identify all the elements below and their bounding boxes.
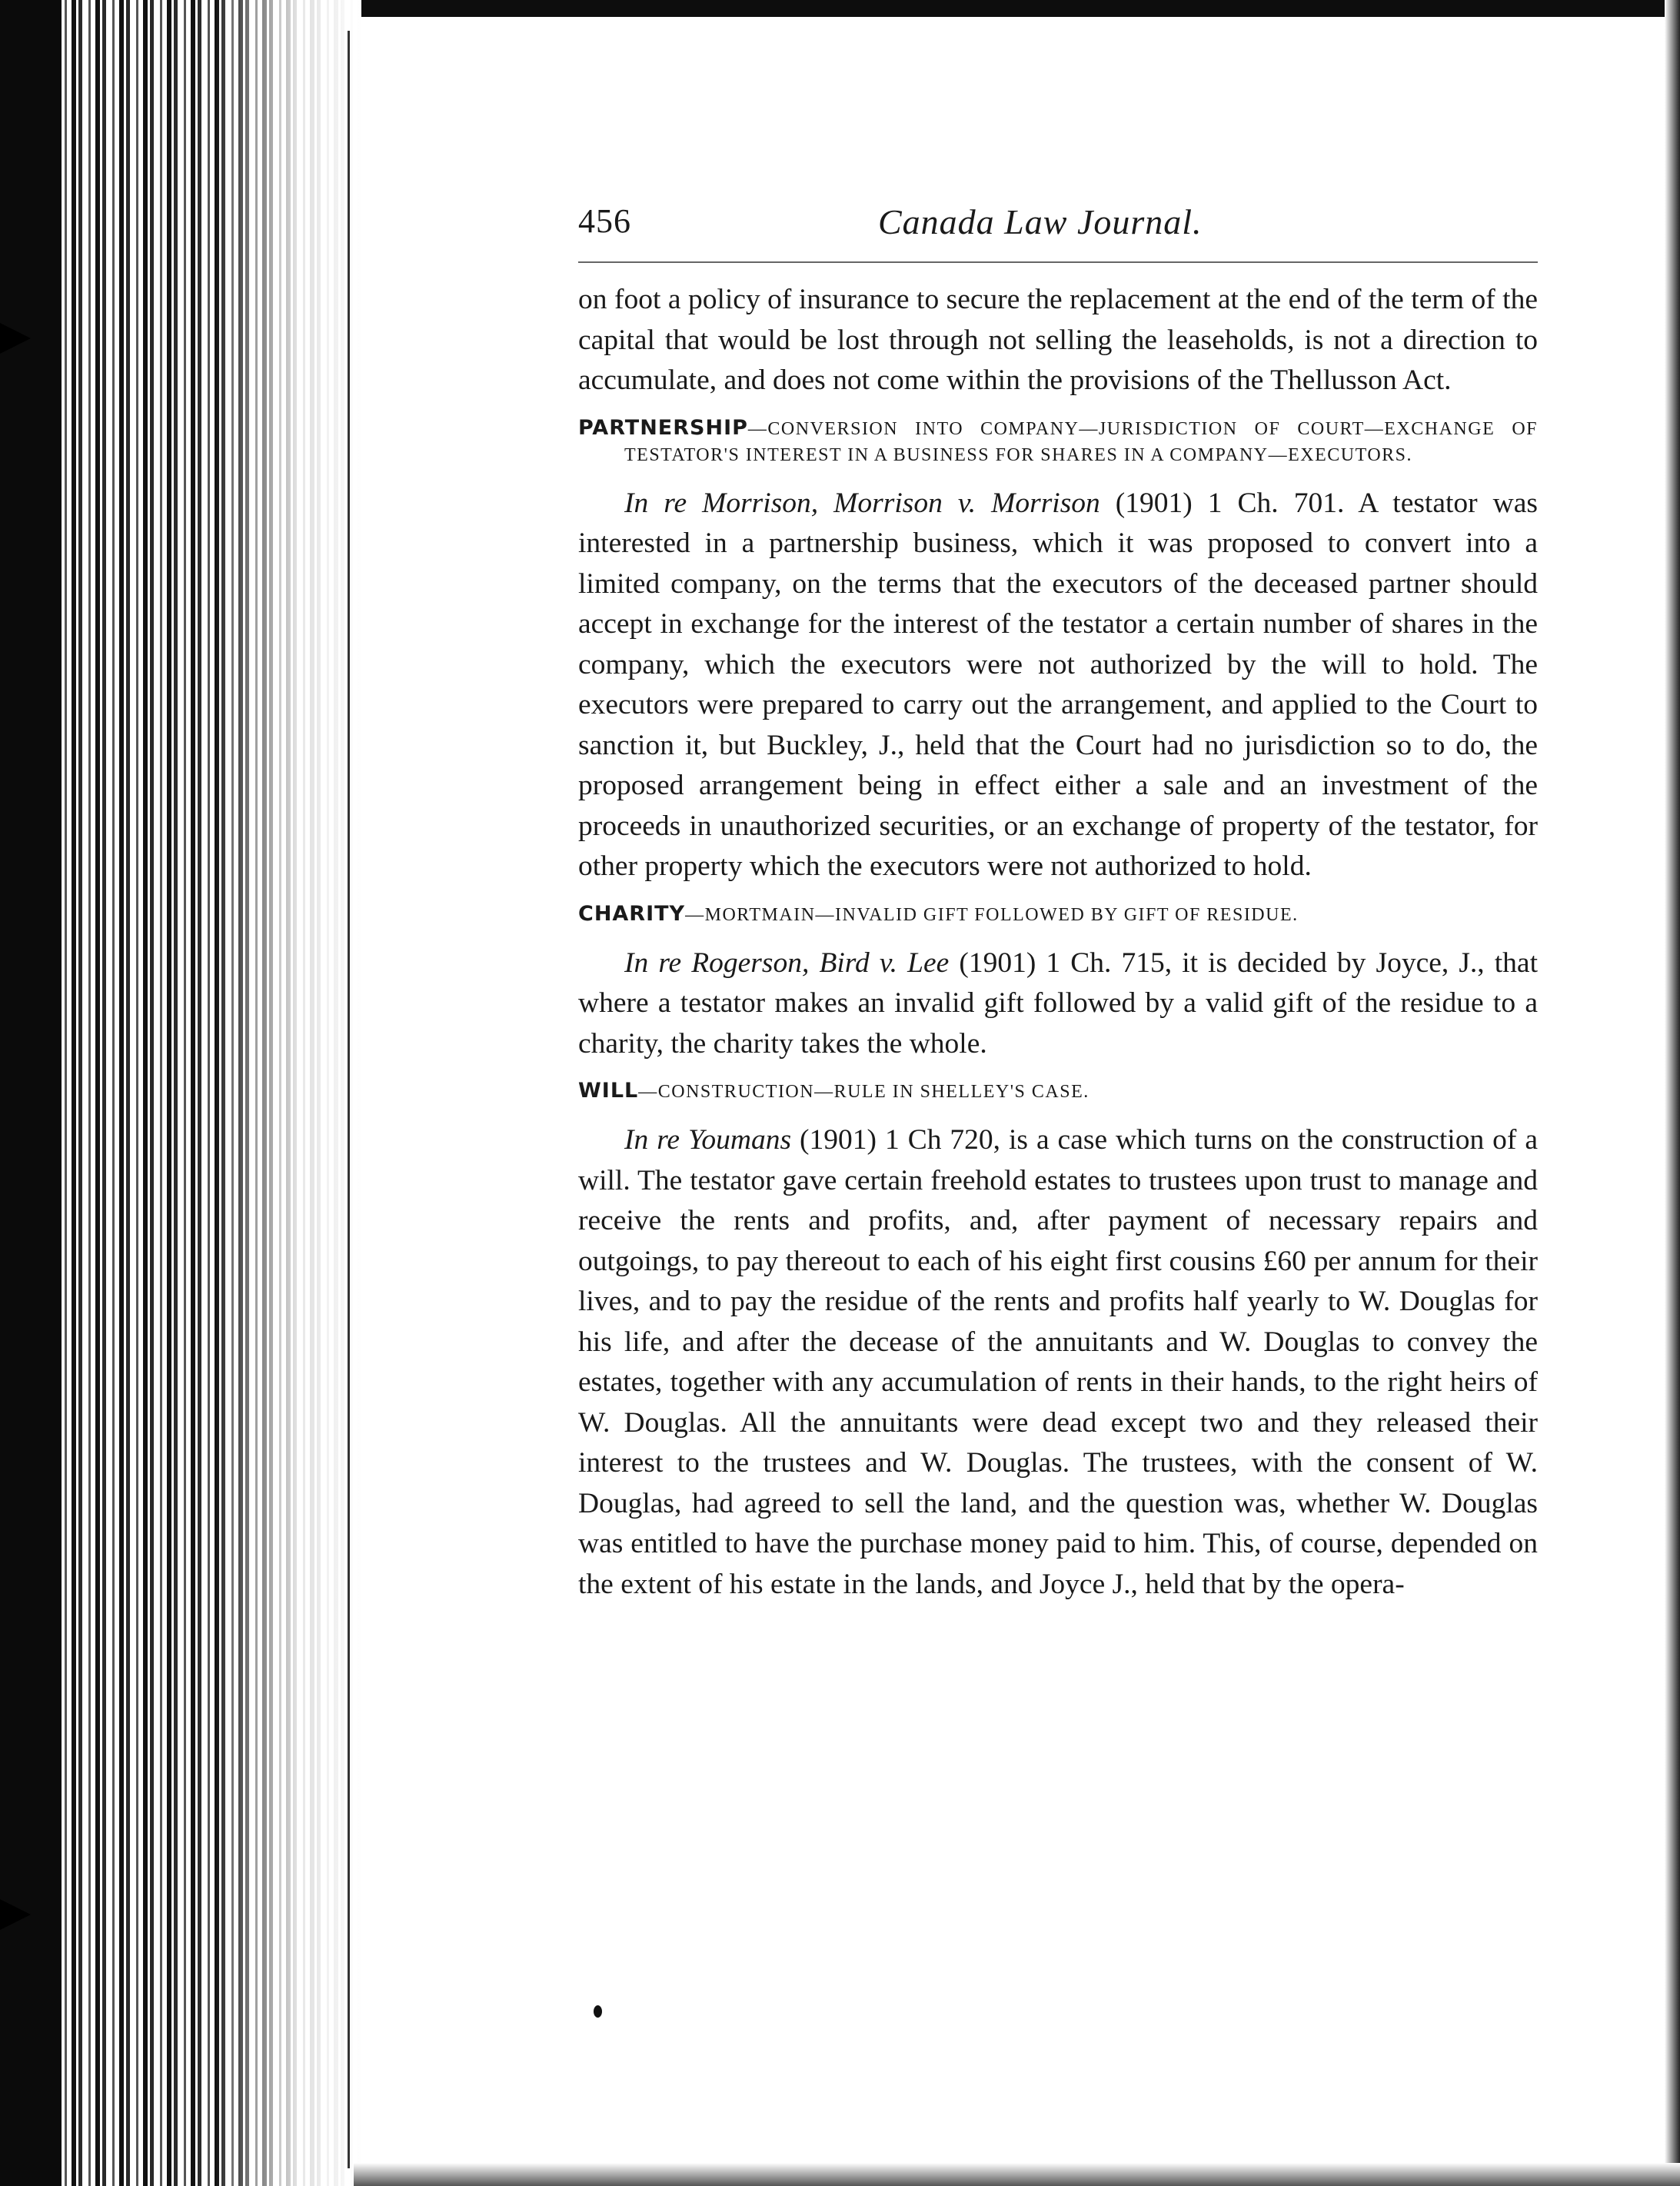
page-header xyxy=(578,201,1538,255)
section-heading-charity xyxy=(578,901,1538,928)
paragraph-charity xyxy=(578,943,1538,1065)
section-heading-will xyxy=(578,1078,1538,1105)
case-name: In re Morrison, Morrison v. Morrison xyxy=(624,487,1100,519)
header-rule xyxy=(578,261,1538,263)
running-title: Canada Law Journal. xyxy=(878,202,1203,241)
binding-fade xyxy=(215,0,361,2186)
page-number: 456 xyxy=(578,202,631,240)
paragraph-text: (1901) 1 Ch 720, is a case which turns on the construction of a will. The testator gave certain freehold estates to trustees upon trust to manage and receive the rents and profits, and, after payment of necessary repairs and outgoings, to pay thereout to each of his eight first cousins £60 per annum for their lives, and to pay the residue of the rents and profits half yearly to W. Douglas for his life, and after the decease of the annuitants and W. Douglas to convey the estates, together with any accumulation of rents in their hands, to the right heirs of W. Douglas. All the annuitants were dead except two and they released their interest to the trustees and W. Douglas. The trustees, with the consent of W. Douglas, had agreed to sell the land, and the question was, whether W. Douglas was entitled to have the purchase money paid to him. This, of course, depended on the extent of his estate in the lands, and Joyce J., held that by the opera- xyxy=(578,1124,1538,1600)
case-name: In re Youmans xyxy=(624,1124,792,1156)
paragraph-text: (1901) 1 Ch. 715, it is decided by Joyce, J., that where a testator makes an invalid gift followed by a valid gift of the residue to a charity, the charity takes the whole. xyxy=(578,947,1538,1060)
heading-keyword: PARTNERSHIP xyxy=(578,415,748,440)
case-name: In re Rogerson, Bird v. Lee xyxy=(624,947,950,979)
page-edge xyxy=(348,31,350,2168)
paragraph-intro: on foot a policy of insurance to secure the replacement at the end of the term of the capital that would be lost through not selling the leaseholds, is not a direction to accumulate, and does not come within the provisions of the Thellusson Act. xyxy=(578,284,1538,396)
paragraph-will xyxy=(578,1120,1538,1605)
page-body xyxy=(578,280,1538,1605)
heading-subtitle: —MORTMAIN—INVALID GIFT FOLLOWED BY GIFT OF RESIDUE. xyxy=(685,904,1299,925)
page-right-shadow xyxy=(1665,0,1680,2186)
paragraph-partnership xyxy=(578,484,1538,887)
heading-keyword: WILL xyxy=(578,1079,639,1103)
heading-subtitle: —CONVERSION INTO COMPANY—JURISDICTION OF COURT—EXCHANGE OF TESTATOR'S INTEREST IN A BUSINESS FOR SHARES IN A COMPANY—EXECUTORS. xyxy=(624,418,1538,465)
heading-subtitle: —CONSTRUCTION—RULE IN SHELLEY'S CASE. xyxy=(638,1082,1090,1102)
page-bottom-shadow xyxy=(354,2163,1680,2186)
section-heading-partnership xyxy=(578,415,1538,468)
ink-mark xyxy=(594,2005,602,2018)
heading-keyword: CHARITY xyxy=(578,901,686,926)
paragraph-text: (1901) 1 Ch. 701. A testator was interested in a partnership business, which it was proposed to convert into a limited company, on the terms that the executors of the deceased partner should accept in exchange for the interest of the testator a certain number of shares in the company, which the executors were not authorized by the will to hold. The executors were prepared to carry out the arrangement, and applied to the Court to sanction it, but Buckley, J., held that the Court had no jurisdiction so to do, the proposed arrangement being in effect either a sale and an investment of the proceeds in unauthorized securities, or an exchange of property of the testator, for other property which the executors were not authorized to hold. xyxy=(578,487,1538,882)
